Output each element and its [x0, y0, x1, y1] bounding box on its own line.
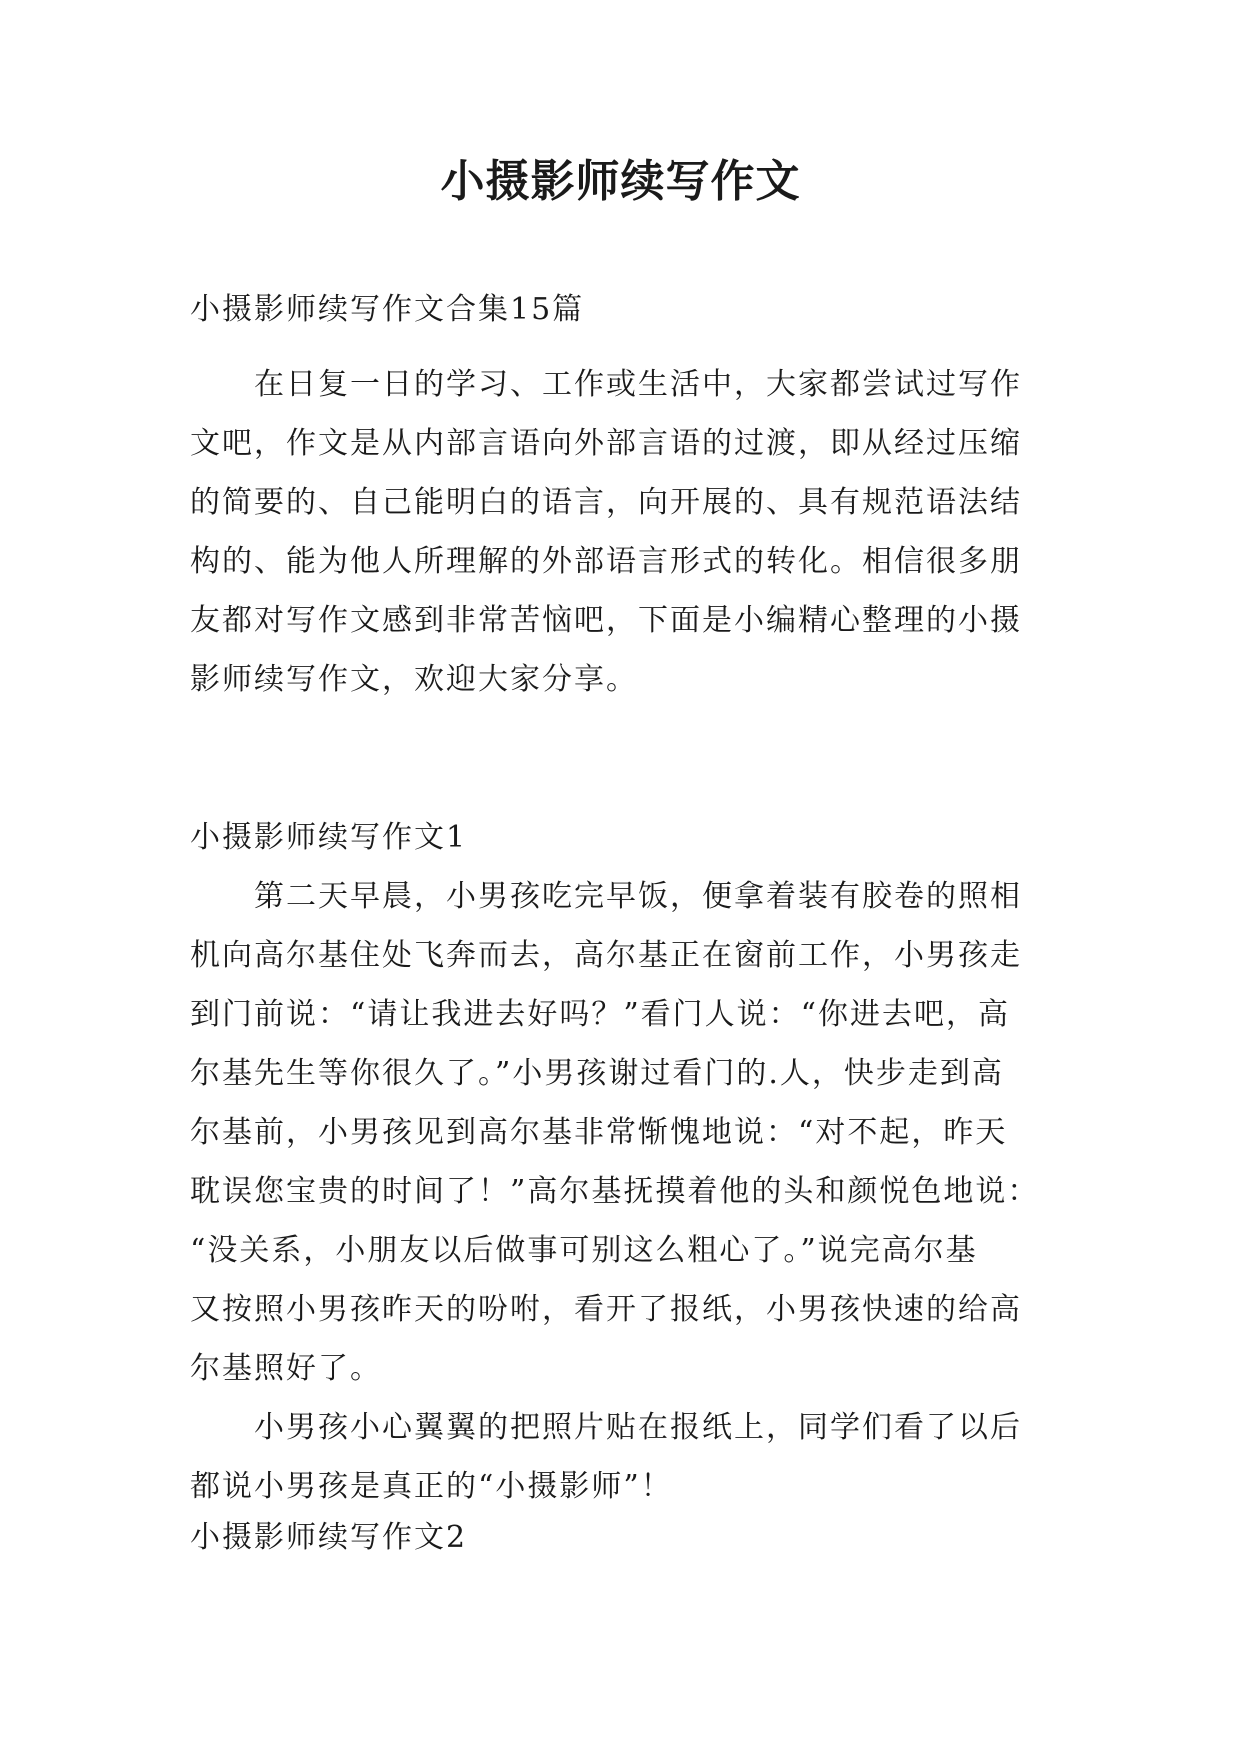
collection-subtitle: 小摄影师续写作文合集15篇: [190, 292, 585, 327]
paragraph-line: 尔基前，小男孩见到高尔基非常惭愧地说：“对不起，昨天: [190, 1115, 1008, 1150]
paragraph-line: 尔基先生等你很久了。”小男孩谢过看门的.人，快步走到高: [190, 1056, 1004, 1091]
section1-paragraph-2: [190, 1398, 1090, 1516]
paragraph-line: 小男孩小心翼翼的把照片贴在报纸上，同学们看了以后: [190, 1410, 1022, 1445]
section-heading-2: 小摄影师续写作文2: [190, 1520, 468, 1555]
intro-paragraph: [190, 355, 1090, 709]
paragraph-line: 机向高尔基住处飞奔而去，高尔基正在窗前工作，小男孩走: [190, 938, 1022, 973]
paragraph-line: 文吧，作文是从内部言语向外部言语的过渡，即从经过压缩: [190, 426, 1022, 461]
paragraph-line: 在日复一日的学习、工作或生活中，大家都尝试过写作: [190, 367, 1022, 402]
paragraph-line: 尔基照好了。: [190, 1351, 382, 1386]
paragraph-line: 构的、能为他人所理解的外部语言形式的转化。相信很多朋: [190, 544, 1022, 579]
paragraph-line: 友都对写作文感到非常苦恼吧，下面是小编精心整理的小摄: [190, 603, 1022, 638]
section1-paragraph-1: [190, 867, 1090, 1398]
paragraph-line: 又按照小男孩昨天的吩咐，看开了报纸，小男孩快速的给高: [190, 1292, 1022, 1327]
paragraph-line: “没关系，小朋友以后做事可别这么粗心了。”说完高尔基: [190, 1233, 978, 1268]
paragraph-line: 到门前说：“请让我进去好吗？”看门人说：“你进去吧，高: [190, 997, 1011, 1032]
paragraph-line: 都说小男孩是真正的“小摄影师”！: [190, 1469, 673, 1504]
paragraph-line: 耽误您宝贵的时间了！”高尔基抚摸着他的头和颜悦色地说：: [190, 1174, 1040, 1209]
page-title: 小摄影师续写作文: [440, 156, 801, 207]
paragraph-line: 第二天早晨，小男孩吃完早饭，便拿着装有胶卷的照相: [190, 879, 1022, 914]
paragraph-line: 的简要的、自己能明白的语言，向开展的、具有规范语法结: [190, 485, 1022, 520]
paragraph-line: 影师续写作文，欢迎大家分享。: [190, 662, 638, 697]
section-heading-1: 小摄影师续写作文1: [190, 820, 468, 855]
